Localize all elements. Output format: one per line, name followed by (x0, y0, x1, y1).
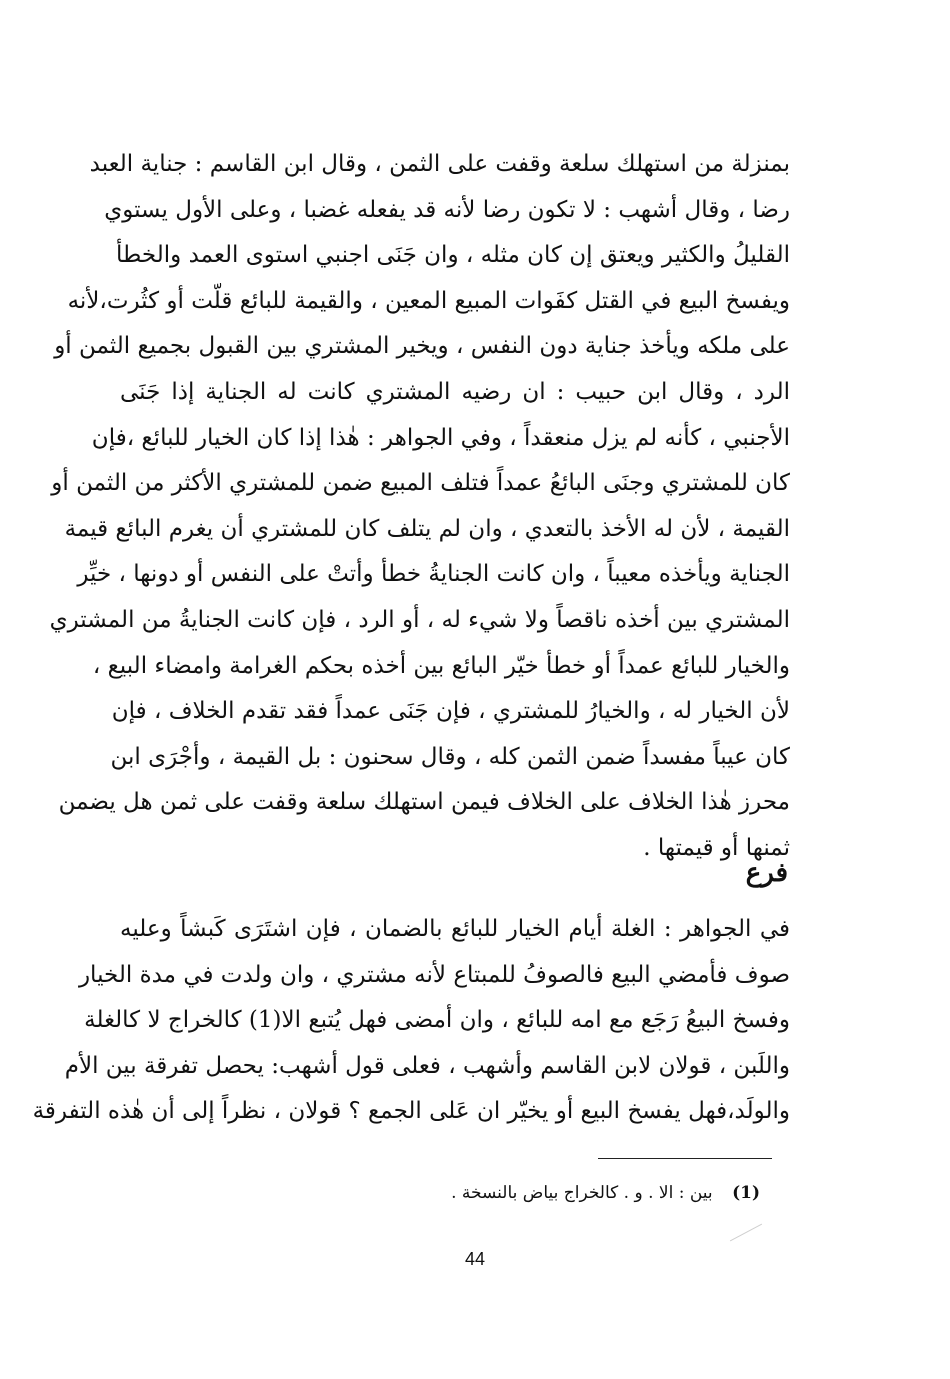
text-line: صوف فأمضي البيع فالصوفُ للمبتاع لأنه مشتري ، وان ولدت في مدة الخيار (78, 961, 790, 988)
text-line: كان للمشتري وجنَى البائعُ عمداً فتلف المبيع ضمن للمشتري الأكثر من الثمن أو (51, 470, 790, 497)
text-line: القيمة ، لأن له الأخذ بالتعدي ، وان لم يتلف كان للمشتري أن يغرم البائع قيمة (64, 515, 790, 542)
text-line: والولَد،فهل يفسخ البيع أو يخيّر ان عَلى الجمع ؟ قولان ، نظراً إلى أن هٰذه التفرقة (32, 1098, 790, 1125)
paragraph-1 (49, 142, 790, 872)
text-line: على ملكه ويأخذ جناية دون النفس ، ويخير المشتري بين القبول بجميع الثمن أو (54, 333, 790, 360)
text-line: المشتري بين أخذه ناقصاً ولا شيء له ، أو الرد ، فإن كانت الجنايةُ من المشتري (49, 606, 790, 633)
text-line: واللَبن ، قولان لابن القاسم وأشهب ، فعلى قول أشهب: يحصل تفرقة بين الأم (64, 1052, 790, 1079)
text-line: ويفسخ البيع في القتل كفَوات المبيع المعين ، والقيمة للبائع قلّت أو كثُرت،لأنه (67, 287, 790, 314)
paragraph-2 (32, 907, 790, 1135)
text-line: بمنزلة من استهلك سلعة وقفت على الثمن ، وقال ابن القاسم : جناية العبد (89, 151, 790, 177)
text-line: كان عيباً مفسداً ضمن الثمن كله ، وقال سحنون : بل القيمة ، وأجْرَى ابن (110, 743, 790, 770)
footnote-number: (1) (732, 1183, 760, 1203)
footnote-separator (598, 1158, 772, 1159)
text-line: وفسخ البيعُ رَجَع مع امه للبائع ، وان أمضى فهل يُتبع الا(1) كالخراج لا كالغلة (84, 1007, 790, 1034)
page-number: 44 (464, 1249, 486, 1269)
text-line: في الجواهر : الغلة أيام الخيار للبائع بالضمان ، فإن اشتَرَى كَبشاً وعليه (120, 916, 790, 942)
section-heading: فرع (745, 858, 788, 888)
text-line: الجناية ويأخذه معيباً ، وان كانت الجنايةُ خطأ وأتتْ على النفس أو دونها ، خيِّر (77, 561, 790, 588)
text-line: القليلُ والكثير ويعتق إن كان مثله ، وان جَنَى اجنبي استوى العمد والخطأ (116, 242, 790, 269)
text-line: محرز هٰذا الخلاف على الخلاف فيمن استهلك سلعة وقفت على ثمن هل يضمن (58, 789, 790, 816)
text-line: الأجنبي ، كأنه لم يزل منعقداً ، وفي الجواهر : هٰذا إذا كان الخيار للبائع ،فإن (91, 424, 790, 451)
footnote-text: بين : الا . و . كالخراج بياض بالنسخة . (451, 1183, 713, 1203)
text-line: ثمنها أو قيمتها . (643, 834, 790, 861)
scan-mark (730, 1224, 762, 1242)
text-line: لأن الخيار له ، والخيارُ للمشتري ، فإن جَنَى عمداً فقد تقدم الخلاف ، فإن (111, 698, 790, 725)
text-line: والخيار للبائع عمداً أو خطأ خيّر البائع بين أخذه بحكم الغرامة وامضاء البيع ، (92, 652, 790, 679)
text-line: رضا ، وقال أشهب : لا تكون رضا لأنه قد يفعله غضبا ، وعلى الأول يستوي (104, 196, 790, 223)
text-line: الرد ، وقال ابن حبيب : ان رضيه المشتري كانت له الجناية إذا جَنَى (120, 378, 790, 405)
footnote (300, 1183, 760, 1203)
